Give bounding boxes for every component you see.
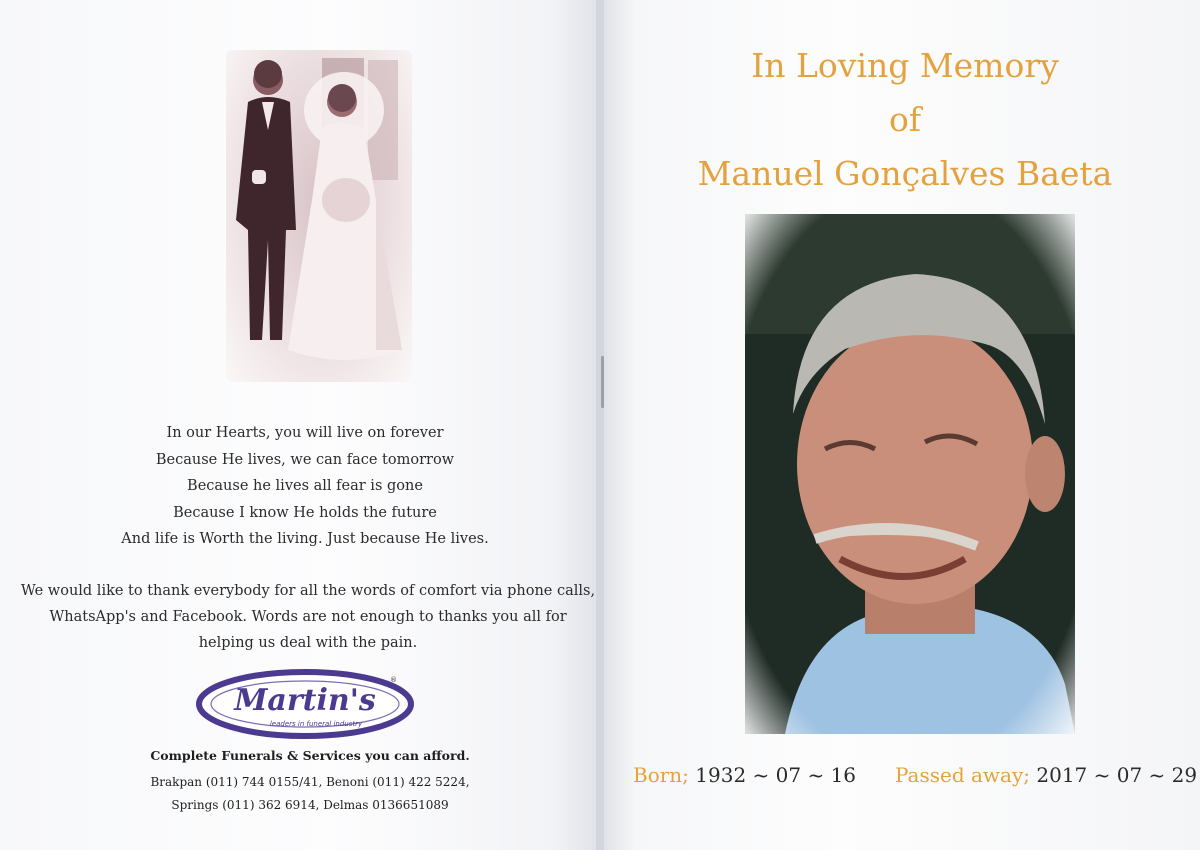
passed-value: 2017 ~ 07 ~ 29 — [1036, 763, 1198, 787]
funeral-tagline: Complete Funerals & Services you can afford. — [150, 748, 470, 763]
thanks-line: We would like to thank everybody for all the words of comfort via phone calls, — [20, 583, 596, 599]
passed-label: Passed away; — [895, 763, 1031, 787]
poem-line: Because I know He holds the future — [173, 504, 437, 521]
thanks-line: helping us deal with the pain. — [198, 635, 418, 651]
poem — [90, 420, 520, 553]
death-date — [895, 763, 1197, 787]
portrait-photo — [745, 214, 1075, 734]
memorial-title: In Loving Memory — [751, 46, 1059, 85]
contact-line: Springs (011) 362 6914, Delmas 0136651089 — [171, 798, 449, 812]
born-value: 1932 ~ 07 ~ 16 — [695, 763, 857, 787]
deceased-name: Manuel Gonçalves Baeta — [697, 154, 1113, 193]
poem-line: Because He lives, we can face tomorrow — [155, 451, 455, 468]
poem-line: In our Hearts, you will live on forever — [166, 425, 444, 441]
logo-tagline: leaders in funeral industry — [269, 720, 363, 728]
wedding-photo — [226, 50, 412, 382]
thank-you-message — [20, 578, 596, 656]
booklet-spine — [596, 0, 604, 850]
staple — [601, 356, 604, 408]
poem-line: Because he lives all fear is gone — [187, 478, 423, 494]
birth-date — [633, 763, 856, 787]
thanks-line: WhatsApp's and Facebook. Words are not enough to thanks you all for — [49, 609, 567, 625]
born-label: Born; — [633, 763, 689, 787]
logo-wordmark: Martin's — [234, 683, 376, 718]
martins-logo — [194, 668, 416, 740]
memorial-title-of: of — [888, 100, 922, 139]
contact-line: Brakpan (011) 744 0155/41, Benoni (011) 422 5224, — [150, 775, 470, 789]
poem-line: And life is Worth the living. Just because He lives. — [121, 531, 489, 547]
svg-text:®: ® — [390, 676, 397, 684]
